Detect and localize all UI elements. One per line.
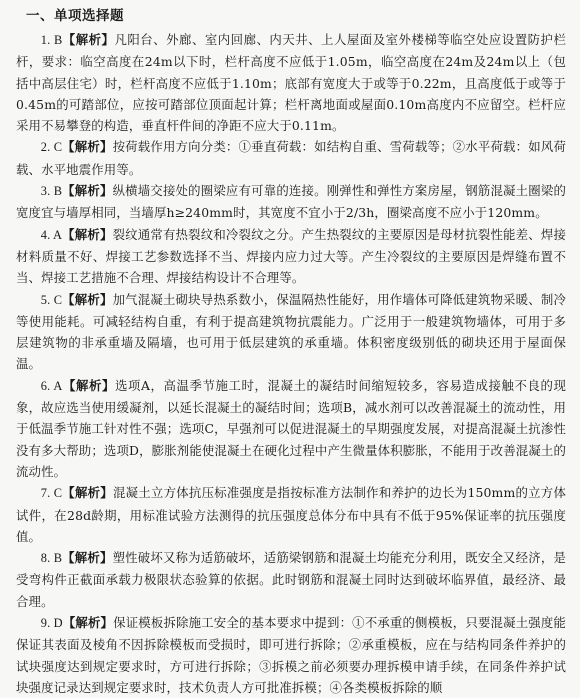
answer-text: 纵横墙交接处的圈梁应有可靠的连接。刚弹性和弹性方案房屋，钢筋混凝土圈梁的宽度宜与墙厚相同，当墙厚h≥240mm时，其宽度不宜小于2/3h，圈梁高度不应小于120mm。 [16, 183, 566, 221]
answer-text: 按荷载作用方向分类：①垂直荷载：如结构自重、雪荷载等；②水平荷载：如风荷载、水平地震作用等。 [16, 139, 566, 177]
answer-number: 7. C [40, 486, 63, 501]
analysis-tag: 【解析】 [62, 615, 114, 631]
answer-number: 9. D [40, 616, 63, 631]
answer-item [16, 482, 566, 547]
analysis-tag: 【解析】 [62, 485, 113, 501]
analysis-tag: 【解析】 [62, 377, 115, 393]
answer-text: 加气混凝土砌块导热系数小，保温隔热性能好，用作墙体可降低建筑物采暖、制冷等使用能耗。可减轻结构自重，有利于提高建筑物抗震能力。广泛用于一般建筑物墙体，可用于多层建筑物的非承重墙及隔墙，也可用于低层建筑的承重墙。体积密度级别低的砌块还用于屋面保温。 [16, 291, 566, 372]
answer-text: 裂纹通常有热裂纹和冷裂纹之分。产生热裂纹的主要原因是母材抗裂性能差、焊接材料质量不好、焊接工艺参数选择不当、焊接内应力过大等。产生冷裂纹的主要原因是焊缝布置不当、焊接工艺措施不合理、焊接结构设计不合理等。 [16, 226, 566, 286]
answer-number: 8. B [40, 551, 63, 566]
answer-number: 1. B [40, 33, 63, 47]
answer-text: 保证模板拆除施工安全的基本要求中提到：①不承重的侧模板，只要混凝土强度能保证其表面及棱角不因拆除模板而受损时，即可进行拆除；②承重模板，应在与结构同条件养护的试块强度达到规定要求时，方可进行拆除；③拆模之前必须要办理拆模申请手续，在同条件养护试块强度记录达到规定要求时，技术负责人方可批准拆模；④各类模板拆除的顺 [16, 615, 566, 695]
analysis-tag: 【解析】 [62, 550, 113, 566]
answer-text: 凡阳台、外廊、室内回廊、内天井、上人屋面及室外楼梯等临空处应设置防护栏杆，要求：临空高度在24m以下时，栏杆高度不应低于1.05m，临空高度在24m及24m以上（包括中高层住宅）时，栏杆高度不应低于1.10m；底部有宽度大于或等于0.22m，且高度低于或等于0.45m的可踏部位，应按可踏部位顶面起计算；栏杆离地面或屋面0.10m高度内不应留空。栏杆应采用不易攀登的构造，垂直杆件间的净距不应大于0.11m。 [16, 32, 567, 134]
answer-number: 6. A [40, 378, 63, 393]
answer-item [16, 29, 566, 136]
answer-item [16, 289, 566, 375]
analysis-tag: 【解析】 [62, 139, 113, 155]
answer-text: 选项A，高温季节施工时，混凝土的凝结时间缩短较多，容易造成接触不良的现象，故应选当使用缓凝剂，以延长混凝土的凝结时间；选项B，减水剂可以改善混凝土的流动性，用于低温季节施工针对性不强；选项C，早强剂可以促进混凝土的早期强度发展，对提高混凝土抗渗性没有多大帮助；选项D，膨胀剂能使混凝土在硬化过程中产生微量体积膨胀，不能用于改善混凝土的流动性。 [16, 377, 566, 479]
answer-text: 塑性破坏又称为适筋破坏，适筋梁钢筋和混凝土均能充分利用，既安全又经济，是受弯构件正截面承载力极限状态验算的依据。此时钢筋和混凝土同时达到破坏临界值，最经济、最合理。 [16, 550, 566, 609]
answer-item [16, 224, 566, 289]
answer-number: 4. A [40, 227, 63, 242]
answer-number: 3. B [40, 184, 63, 199]
analysis-tag: 【解析】 [62, 291, 113, 307]
analysis-tag: 【解析】 [62, 226, 113, 242]
answer-item [16, 547, 566, 612]
answer-item [16, 136, 566, 180]
analysis-tag: 【解析】 [62, 32, 115, 47]
answer-number: 5. C [40, 292, 63, 307]
answer-item [16, 375, 566, 482]
answer-item [16, 180, 566, 224]
answer-item [16, 612, 566, 698]
answer-number: 2. C [40, 140, 63, 155]
section-title: 一、单项选择题 [26, 8, 124, 24]
analysis-tag: 【解析】 [62, 183, 113, 199]
answer-list [16, 29, 566, 698]
answer-text: 混凝土立方体抗压标准强度是指按标准方法制作和养护的边长为150mm的立方体试件，在28d龄期，用标准试验方法测得的抗压强度总体分布中具有不低于95%保证率的抗压强度值。 [16, 485, 566, 544]
